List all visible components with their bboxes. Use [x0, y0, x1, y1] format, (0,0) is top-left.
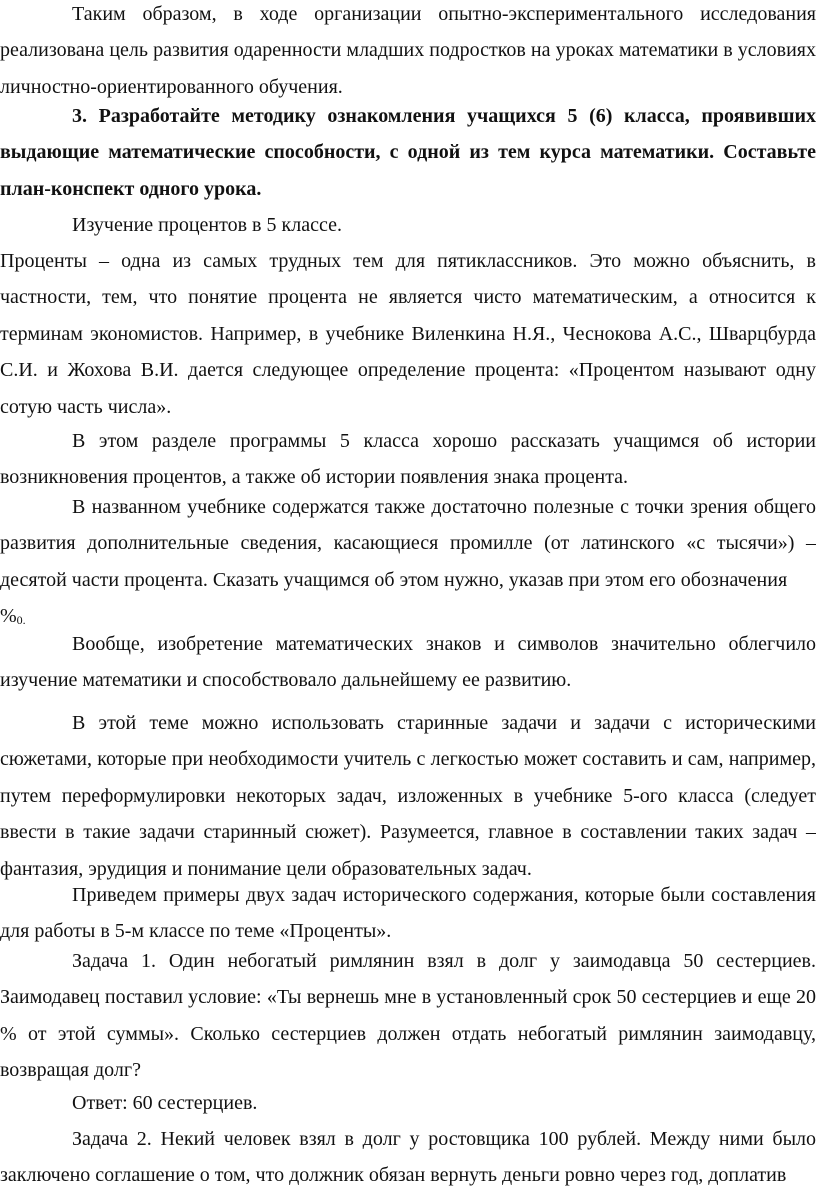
permille-symbol: %	[0, 605, 17, 628]
paragraph-examples-intro: Приведем примеры двух задач исторического содержания, которые были составления для работы в 5-м классе по теме «Проценты».	[0, 884, 816, 943]
paragraph-topic-title: Изучение процентов в 5 классе.	[72, 214, 342, 236]
permille-subscript: 0.	[16, 613, 26, 628]
paragraph-permille: В названном учебнике содержатся также достаточно полезные с точки зрения общего развития дополнительные сведения, касающиеся промилле (от латинского «с тысячи») – десятой части процента. Сказать учащимся об этом нужно, указав при этом его обозначения	[0, 496, 816, 591]
paragraph-task-2: Задача 2. Некий человек взял в долг у ростовщика 100 рублей. Между ними было заключено соглашение о том, что должник обязан вернуть деньги ровно через год, доплатив	[0, 1128, 816, 1187]
paragraph-history: В этом разделе программы 5 класса хорошо рассказать учащимся об истории возникновения процентов, а также об истории появления знака процента.	[0, 430, 816, 489]
paragraph-answer-1: Ответ: 60 сестерциев.	[72, 1092, 258, 1114]
paragraph-percent-intro: Проценты – одна из самых трудных тем для пятиклассников. Это можно объяснить, в частности, тем, что понятие процента не является чисто математическим, а относится к терминам экономистов. Например, в учебнике Виленкина Н.Я., Чеснокова А.С., Шварцбурда С.И. и Жохова В.И. дается следующее определение процента: «Процентом называют одну сотую часть числа».	[0, 250, 816, 418]
paragraph-task-heading: 3. Разработайте методику ознакомления учащихся 5 (6) класса, проявивших выдающие математические способности, с одной из тем курса математики. Составьте план-конспект одного урока.	[0, 105, 816, 200]
paragraph-symbols: Вообще, изобретение математических знаков и символов значительно облегчило изучение математики и способствовало дальнейшему ее развитию.	[0, 633, 816, 692]
paragraph-task-1: Задача 1. Один небогатый римлянин взял в долг у заимодавца 50 сестерциев. Заимодавец поставил условие: «Ты вернешь мне в установленный срок 50 сестерциев и еще 20 % от этой суммы». Сколько сестерциев должен отдать небогатый римлянин заимодавцу, возвращая долг?	[0, 950, 816, 1082]
paragraph-permille-block	[0, 489, 816, 639]
paragraph-conclusion: Таким образом, в ходе организации опытно-экспериментального исследования реализована цель развития одаренности младших подростков на уроках математики в условиях личностно-ориентированного обучения.	[0, 3, 816, 98]
paragraph-historical-tasks: В этой теме можно использовать старинные задачи и задачи с историческими сюжетами, которые при необходимости учитель с легкостью может составить и сам, например, путем переформулировки некоторых задач, изложенных в учебнике 5-ого класса (следует ввести в такие задачи старинный сюжет). Разумеется, главное в составлении таких задач – фантазия, эрудиция и понимание цели образовательных задач.	[0, 712, 816, 880]
